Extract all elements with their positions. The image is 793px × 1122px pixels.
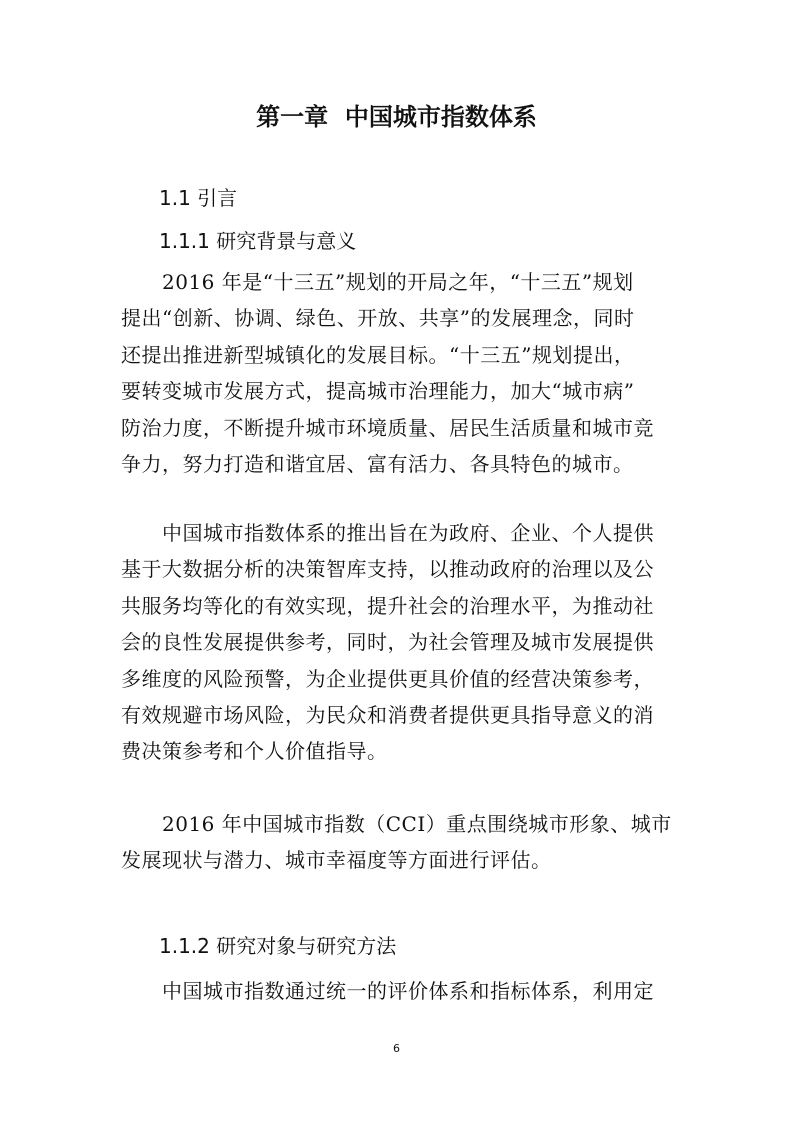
- page-number: 6: [393, 1042, 400, 1055]
- paragraph-background-1: 2016 年是“十三五”规划的开局之年，“十三五”规划 提出“创新、协调、绿色、开放、共享”的发展理念，同时 还提出推进新型城镇化的发展目标。“十三五”规划提出， 要转变城市发展方式，提高城市治理能力，加大“城市病” 防治力度，不断提升城市环境质量、居民生活质量和城市竞 争力，努力打造和谐宜居、富有活力、各具特色的城市。: [121, 270, 654, 477]
- paragraph-research-object-1: 中国城市指数通过统一的评价体系和指标体系，利用定: [121, 979, 654, 1003]
- paragraph-background-2: 中国城市指数体系的推出旨在为政府、企业、个人提供 基于大数据分析的决策智库支持，以推动政府的治理以及公 共服务均等化的有效实现，提升社会的治理水平，为推动社 会的良性发展提供参考，同时，为社会管理及城市发展提供 多维度的风险预警，为企业提供更具价值的经营决策参考， 有效规避市场风险，为民众和消费者提供更具指导意义的消 费决策参考和个人价值指导。: [121, 521, 654, 764]
- paragraph-background-3: 2016 年中国城市指数（CCI）重点围绕城市形象、城市 发展现状与潜力、城市幸福度等方面进行评估。: [121, 812, 672, 873]
- section-heading-background: 1.1.1 研究背景与意义: [159, 229, 357, 253]
- section-heading-intro: 1.1 引言: [159, 186, 238, 210]
- chapter-title: 第一章 中国城市指数体系: [256, 103, 537, 131]
- section-heading-research-object: 1.1.2 研究对象与研究方法: [159, 934, 397, 958]
